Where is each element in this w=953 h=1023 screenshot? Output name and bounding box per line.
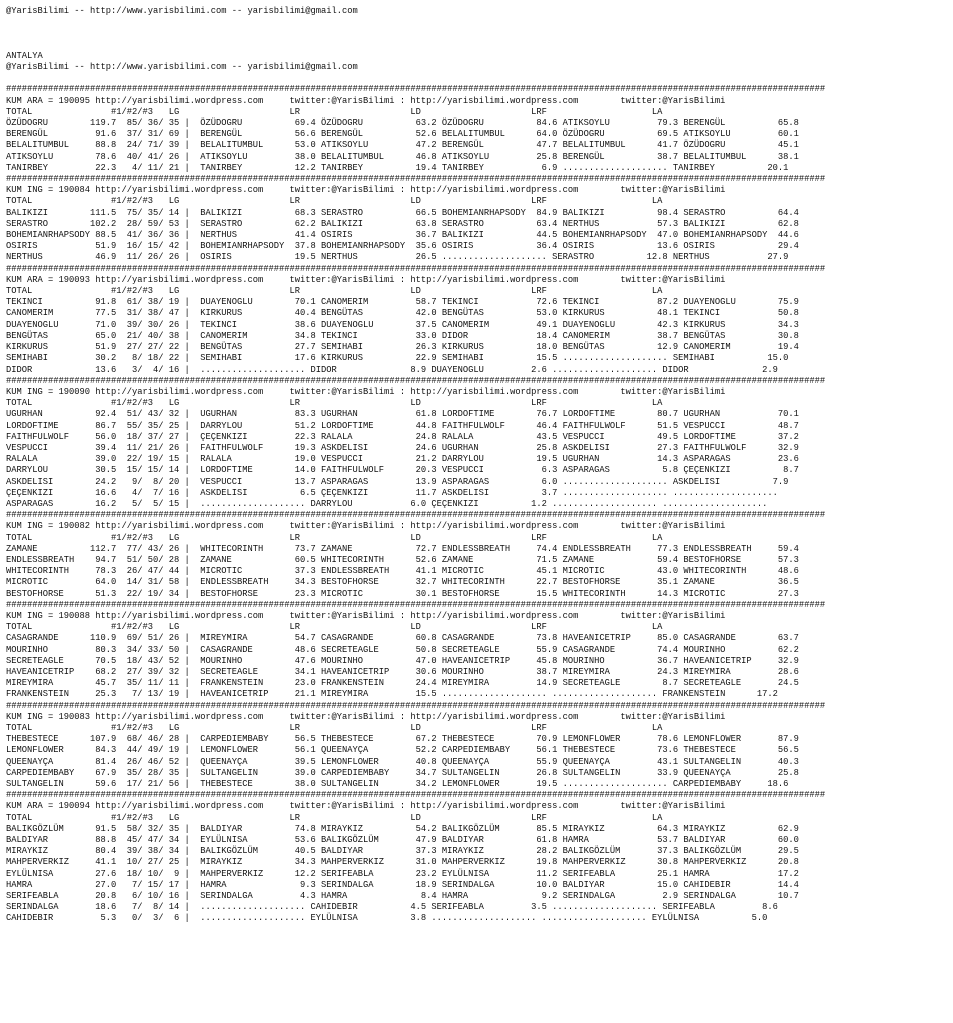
table-row: BERENGÜL 91.6 37/ 31/ 69 | BERENGÜL 56.6 BERENGÜL 52.6 BELALITUMBUL 64.0 ÖZÜDOGRU 69.5 ATIKSOYLU 60.1 <box>6 129 799 140</box>
table-row: QUEENAYÇA 81.4 26/ 46/ 52 | QUEENAYÇA 39.5 LEMONFLOWER 40.8 QUEENAYÇA 55.9 QUEENAYÇA 43.1 SULTANGELIN 40.3 <box>6 756 799 767</box>
table-row: SULTANGELIN 59.6 17/ 21/ 56 | THEBESTECE 38.0 SULTANGELIN 34.2 LEMONFLOWER 19.5 .................... CARPEDIEMBABY 18.6 <box>6 779 789 790</box>
table-row: ENDLESSBREATH 94.7 51/ 50/ 28 | ZAMANE 60.5 WHITECORINTH 52.6 ZAMANE 71.5 ZAMANE 59.4 BESTOFHORSE 57.3 <box>6 554 799 565</box>
column-header-row: TOTAL #1/#2/#3 LG LR LD LRF LA <box>6 196 663 207</box>
table-row: VESPUCCI 39.4 11/ 21/ 26 | FAITHFULWOLF 19.3 ASKDELISI 24.6 UGURHAN 25.8 ASKDELISI 27.3 FAITHFULWOLF 32.9 <box>6 442 799 453</box>
city-header: @YarisBilimi -- http://www.yarisbilimi.com -- yarisbilimi@gmail.com <box>6 62 358 73</box>
race-header: KUM ARA = 190095 http://yarisbilimi.wordpress.com twitter:@YarisBilimi : http://yarisbilimi.wordpress.com twitter:@YarisBilimi <box>6 95 726 106</box>
table-row: EYLÜLNISA 27.6 18/ 10/ 9 | MAHPERVERKIZ 12.2 SERIFEABLA 23.2 EYLÜLNISA 11.2 SERIFEABLA 25.1 HAMRA 17.2 <box>6 868 799 879</box>
table-row: SECRETEAGLE 70.5 18/ 43/ 52 | MOURINHO 47.6 MOURINHO 47.0 HAVEANICETRIP 45.8 MOURINHO 36.7 HAVEANICETRIP 32.9 <box>6 655 799 666</box>
table-row: HAVEANICETRIP 68.2 27/ 39/ 32 | SECRETEAGLE 34.1 HAVEANICETRIP 30.6 MOURINHO 38.7 MIREYMIRA 24.3 MIREYMIRA 28.6 <box>6 666 799 677</box>
table-row: SEMIHABI 30.2 8/ 18/ 22 | SEMIHABI 17.6 KIRKURUS 22.9 SEMIHABI 15.5 .................... SEMIHABI 15.0 <box>6 353 789 364</box>
table-row: ÖZÜDOGRU 119.7 85/ 36/ 35 | ÖZÜDOGRU 69.4 ÖZÜDOGRU 63.2 ÖZÜDOGRU 84.6 ATIKSOYLU 79.3 BERENGÜL 65.8 <box>6 118 799 129</box>
table-row: BOHEMIANRHAPSODY 88.5 41/ 36/ 36 | NERTHUS 41.4 OSIRIS 36.7 BALIKIZI 44.5 BOHEMIANRHAPSODY 47.0 BOHEMIANRHAPSODY 44.6 <box>6 230 799 241</box>
table-row: DARRYLOU 30.5 15/ 15/ 14 | LORDOFTIME 14.0 FAITHFULWOLF 20.3 VESPUCCI 6.3 ASPARAGAS 5.8 ÇEÇENKIZI 8.7 <box>6 465 799 476</box>
table-row: SERINDALGA 18.6 7/ 8/ 14 | .................... CAHIDEBIR 4.5 SERIFEABLA 3.5 .................... SERIFEABLA 8.6 <box>6 902 778 913</box>
race-header: KUM ING = 190083 http://yarisbilimi.wordpress.com twitter:@YarisBilimi : http://yarisbilimi.wordpress.com twitter:@YarisBilimi <box>6 711 726 722</box>
section-divider: ############################################################################################################################################################ <box>6 375 826 386</box>
header-spacer <box>6 17 953 28</box>
table-row: KIRKURUS 51.9 27/ 27/ 22 | BENGÜTAS 27.7 SEMIHABI 26.3 KIRKURUS 18.0 BENGÜTAS 12.9 CANOMERIM 19.4 <box>6 342 799 353</box>
table-row: MOURINHO 80.3 34/ 33/ 50 | CASAGRANDE 48.6 SECRETEAGLE 50.8 SECRETEAGLE 55.9 CASAGRANDE 74.4 MOURINHO 62.2 <box>6 644 799 655</box>
column-header-row: TOTAL #1/#2/#3 LG LR LD LRF LA <box>6 622 663 633</box>
table-row: BESTOFHORSE 51.3 22/ 19/ 34 | BESTOFHORSE 23.3 MICROTIC 30.1 BESTOFHORSE 15.5 WHITECORINTH 14.3 MICROTIC 27.3 <box>6 588 799 599</box>
table-row: TANIRBEY 22.3 4/ 11/ 21 | TANIRBEY 12.2 TANIRBEY 19.4 TANIRBEY 6.9 .................... TANIRBEY 20.1 <box>6 162 789 173</box>
table-row: CASAGRANDE 110.9 69/ 51/ 26 | MIREYMIRA 54.7 CASAGRANDE 60.8 CASAGRANDE 73.8 HAVEANICETRIP 85.0 CASAGRANDE 63.7 <box>6 633 799 644</box>
table-row: ASPARAGAS 16.2 5/ 5/ 15 | .................... DARRYLOU 6.0 ÇEÇENKIZI 1.2 .................... .................... <box>6 498 768 509</box>
table-row: ATIKSOYLU 78.6 40/ 41/ 26 | ATIKSOYLU 38.0 BELALITUMBUL 46.8 ATIKSOYLU 25.8 BERENGÜL 38.7 BELALITUMBUL 38.1 <box>6 151 799 162</box>
race-header: KUM ING = 190088 http://yarisbilimi.wordpress.com twitter:@YarisBilimi : http://yarisbilimi.wordpress.com twitter:@YarisBilimi <box>6 610 726 621</box>
section-divider: ############################################################################################################################################################ <box>6 510 826 521</box>
table-row: CANOMERIM 77.5 31/ 38/ 47 | KIRKURUS 40.4 BENGÜTAS 42.0 BENGÜTAS 53.0 KIRKURUS 48.1 TEKINCI 50.8 <box>6 308 799 319</box>
column-header-row: TOTAL #1/#2/#3 LG LR LD LRF LA <box>6 398 663 409</box>
header-spacer <box>6 40 953 51</box>
table-row: FAITHFULWOLF 56.0 18/ 37/ 27 | ÇEÇENKIZI 22.3 RALALA 24.8 RALALA 43.5 VESPUCCI 49.5 LORDOFTIME 37.2 <box>6 431 799 442</box>
section-divider: ############################################################################################################################################################ <box>6 84 826 95</box>
column-header-row: TOTAL #1/#2/#3 LG LR LD LRF LA <box>6 286 663 297</box>
table-row: OSIRIS 51.9 16/ 15/ 42 | BOHEMIANRHAPSODY 37.8 BOHEMIANRHAPSODY 35.6 OSIRIS 36.4 OSIRIS 13.6 OSIRIS 29.4 <box>6 241 799 252</box>
document-header: @YarisBilimi -- http://www.yarisbilimi.com -- yarisbilimi@gmail.com <box>6 6 358 16</box>
table-row: LORDOFTIME 86.7 55/ 35/ 25 | DARRYLOU 51.2 LORDOFTIME 44.8 FAITHFULWOLF 46.4 FAITHFULWOLF 51.5 VESPUCCI 48.7 <box>6 420 799 431</box>
table-row: HAMRA 27.0 7/ 15/ 17 | HAMRA 9.3 SERINDALGA 18.9 SERINDALGA 10.0 BALDIYAR 15.0 CAHIDEBIR 14.4 <box>6 879 799 890</box>
section-divider: ############################################################################################################################################################ <box>6 599 826 610</box>
table-row: BALDIYAR 88.8 45/ 47/ 34 | EYLÜLNISA 53.6 BALIKGÖZLÜM 47.9 BALDIYAR 61.8 HAMRA 53.7 BALDIYAR 60.0 <box>6 835 799 846</box>
table-row: MIREYMIRA 45.7 35/ 11/ 11 | FRANKENSTEIN 23.0 FRANKENSTEIN 24.4 MIREYMIRA 14.9 SECRETEAGLE 8.7 SECRETEAGLE 24.5 <box>6 678 799 689</box>
city-title: ANTALYA <box>6 50 43 61</box>
section-divider: ############################################################################################################################################################ <box>6 790 826 801</box>
column-header-row: TOTAL #1/#2/#3 LG LR LD LRF LA <box>6 723 663 733</box>
table-row: LEMONFLOWER 84.3 44/ 49/ 19 | LEMONFLOWER 56.1 QUEENAYÇA 52.2 CARPEDIEMBABY 56.1 THEBESTECE 73.6 THEBESTECE 56.5 <box>6 745 799 756</box>
table-row: CAHIDEBIR 5.3 0/ 3/ 6 | .................... EYLÜLNISA 3.8 .................... .................... EYLÜLNISA 5.0 <box>6 913 768 924</box>
column-header-row: TOTAL #1/#2/#3 LG LR LD LRF LA <box>6 106 663 117</box>
table-row: FRANKENSTEIN 25.3 7/ 13/ 19 | HAVEANICETRIP 21.1 MIREYMIRA 15.5 .................... .................... FRANKENSTEIN 17.2 <box>6 689 778 700</box>
table-row: ASKDELISI 24.2 9/ 8/ 20 | VESPUCCI 13.7 ASPARAGAS 13.9 ASPARAGAS 6.0 .................... ASKDELISI 7.9 <box>6 476 789 487</box>
race-header: KUM ARA = 190094 http://yarisbilimi.wordpress.com twitter:@YarisBilimi : http://yarisbilimi.wordpress.com twitter:@YarisBilimi <box>6 801 726 812</box>
table-row: MIRAYKIZ 80.4 39/ 38/ 34 | BALIKGÖZLÜM 40.5 BALDIYAR 37.3 MIRAYKIZ 28.2 BALIKGÖZLÜM 37.3 BALIKGÖZLÜM 29.5 <box>6 846 799 857</box>
table-row: ÇEÇENKIZI 16.6 4/ 7/ 16 | ASKDELISI 6.5 ÇEÇENKIZI 11.7 ASKDELISI 3.7 .................... .................... <box>6 487 778 498</box>
table-row: BELALITUMBUL 88.8 24/ 71/ 39 | BELALITUMBUL 53.0 ATIKSOYLU 47.2 BERENGÜL 47.7 BELALITUMBUL 41.7 ÖZÜDOGRU 45.1 <box>6 140 799 151</box>
table-row: DUAYENOGLU 71.0 39/ 30/ 26 | TEKINCI 38.6 DUAYENOGLU 37.5 CANOMERIM 49.1 DUAYENOGLU 42.3 KIRKURUS 34.3 <box>6 319 799 330</box>
section-divider: ############################################################################################################################################################ <box>6 174 826 185</box>
section-divider: ############################################################################################################################################################ <box>6 700 826 711</box>
table-row: BENGÜTAS 65.0 21/ 40/ 38 | CANOMERIM 34.8 TEKINCI 33.0 DIDOR 18.4 CANOMERIM 38.7 BENGÜTAS 30.8 <box>6 330 799 341</box>
race-tables <box>6 84 953 924</box>
table-row: SERASTRO 102.2 28/ 59/ 53 | SERASTRO 62.2 BALIKIZI 63.8 SERASTRO 63.4 NERTHUS 57.3 BALIKIZI 62.8 <box>6 218 799 229</box>
section-divider: ############################################################################################################################################################ <box>6 263 826 274</box>
race-header: KUM ING = 190090 http://yarisbilimi.wordpress.com twitter:@YarisBilimi : http://yarisbilimi.wordpress.com twitter:@YarisBilimi <box>6 386 726 397</box>
table-row: THEBESTECE 107.9 68/ 46/ 28 | CARPEDIEMBABY 56.5 THEBESTECE 67.2 THEBESTECE 70.9 LEMONFLOWER 78.6 LEMONFLOWER 87.9 <box>6 734 799 745</box>
column-header-row: TOTAL #1/#2/#3 LG LR LD LRF LA <box>6 812 663 823</box>
table-row: BALIKGÖZLÜM 91.5 58/ 32/ 35 | BALDIYAR 74.8 MIRAYKIZ 54.2 BALIKGÖZLÜM 85.5 MIRAYKIZ 64.3 MIRAYKIZ 62.9 <box>6 823 799 834</box>
table-row: WHITECORINTH 78.3 26/ 47/ 44 | MICROTIC 37.3 ENDLESSBREATH 41.1 MICROTIC 45.1 MICROTIC 43.0 WHITECORINTH 48.6 <box>6 566 799 577</box>
header-spacer <box>6 28 953 39</box>
table-row: UGURHAN 92.4 51/ 43/ 32 | UGURHAN 83.3 UGURHAN 61.8 LORDOFTIME 76.7 LORDOFTIME 80.7 UGURHAN 70.1 <box>6 409 799 420</box>
table-row: DIDOR 13.6 3/ 4/ 16 | .................... DIDOR 8.9 DUAYENOGLU 2.6 .................... DIDOR 2.9 <box>6 364 778 375</box>
column-header-row: TOTAL #1/#2/#3 LG LR LD LRF LA <box>6 532 663 543</box>
table-row: BALIKIZI 111.5 75/ 35/ 14 | BALIKIZI 68.3 SERASTRO 66.5 BOHEMIANRHAPSODY 84.9 BALIKIZI 98.4 SERASTRO 64.4 <box>6 207 799 218</box>
race-header: KUM ARA = 190093 http://yarisbilimi.wordpress.com twitter:@YarisBilimi : http://yarisbilimi.wordpress.com twitter:@YarisBilimi <box>6 274 726 285</box>
header-spacer <box>6 73 953 84</box>
race-header: KUM ING = 190084 http://yarisbilimi.wordpress.com twitter:@YarisBilimi : http://yarisbilimi.wordpress.com twitter:@YarisBilimi <box>6 185 726 196</box>
table-row: CARPEDIEMBABY 67.9 35/ 28/ 35 | SULTANGELIN 39.0 CARPEDIEMBABY 34.7 SULTANGELIN 26.8 SULTANGELIN 33.9 QUEENAYÇA 25.8 <box>6 767 799 778</box>
race-header: KUM ING = 190082 http://yarisbilimi.wordpress.com twitter:@YarisBilimi : http://yarisbilimi.wordpress.com twitter:@YarisBilimi <box>6 521 726 532</box>
table-row: ZAMANE 112.7 77/ 43/ 26 | WHITECORINTH 73.7 ZAMANE 72.7 ENDLESSBREATH 74.4 ENDLESSBREATH 77.3 ENDLESSBREATH 59.4 <box>6 543 799 554</box>
table-row: MAHPERVERKIZ 41.1 10/ 27/ 25 | MIRAYKIZ 34.3 MAHPERVERKIZ 31.0 MAHPERVERKIZ 19.8 MAHPERVERKIZ 30.8 MAHPERVERKIZ 20.8 <box>6 857 799 868</box>
table-row: TEKINCI 91.8 61/ 38/ 19 | DUAYENOGLU 70.1 CANOMERIM 58.7 TEKINCI 72.6 TEKINCI 87.2 DUAYENOGLU 75.9 <box>6 297 799 308</box>
table-row: NERTHUS 46.9 11/ 26/ 26 | OSIRIS 19.5 NERTHUS 26.5 .................... SERASTRO 12.8 NERTHUS 27.9 <box>6 252 789 263</box>
table-row: MICROTIC 64.0 14/ 31/ 58 | ENDLESSBREATH 34.3 BESTOFHORSE 32.7 WHITECORINTH 22.7 BESTOFHORSE 35.1 ZAMANE 36.5 <box>6 577 799 588</box>
table-row: RALALA 39.0 22/ 19/ 15 | RALALA 19.0 VESPUCCI 21.2 DARRYLOU 19.5 UGURHAN 14.3 ASPARAGAS 23.6 <box>6 454 799 465</box>
table-row: SERIFEABLA 20.8 6/ 10/ 16 | SERINDALGA 4.3 HAMRA 8.4 HAMRA 9.2 SERINDALGA 2.9 SERINDALGA 10.7 <box>6 891 799 902</box>
